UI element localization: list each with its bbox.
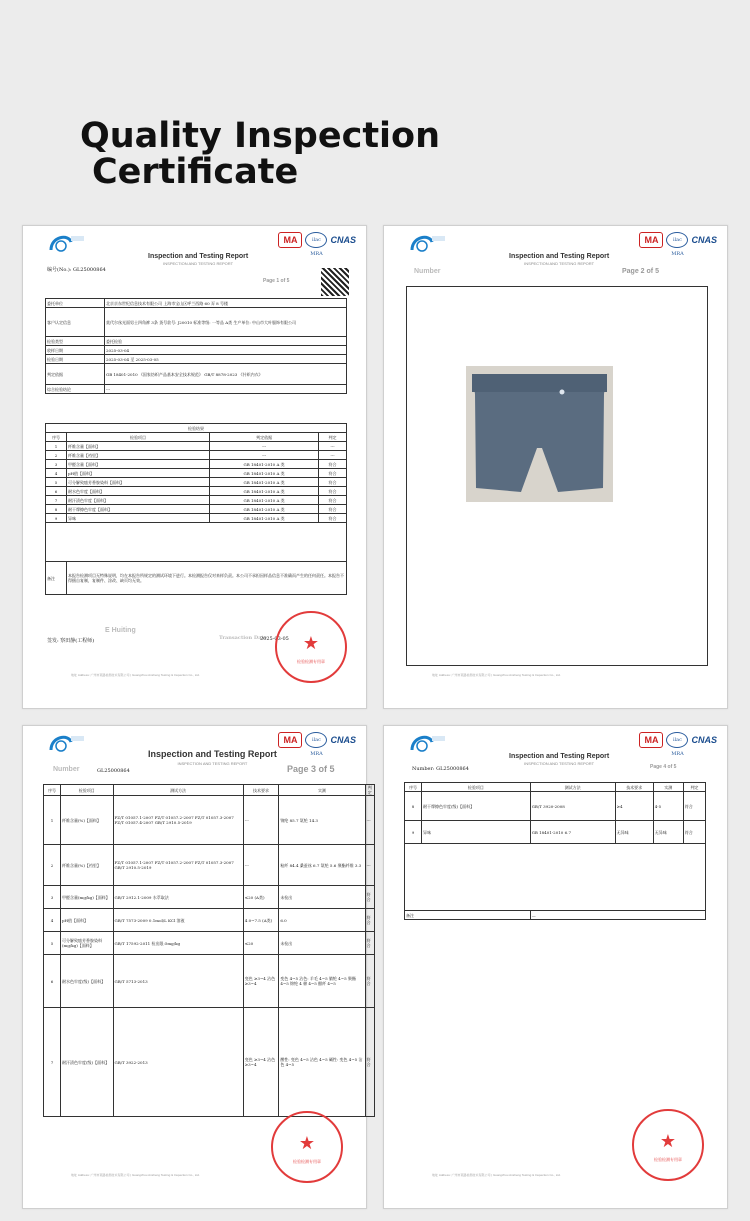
table-cell: 4-5 <box>653 792 683 821</box>
table-cell: FZ/T 01057.1-2007 FZ/T 01057.2-2007 FZ/T 01057.3-2007 FZ/T 01057.4-2007 GB/T 2910.5-2019 <box>113 796 243 845</box>
table-cell: 耐汗渍色牢度【面料】 <box>67 496 210 505</box>
table-cell: 变色 ≥3~4 沾色 ≥3~4 <box>243 955 279 1008</box>
accreditation-badges <box>639 732 717 757</box>
table-cell: 变色 ≥3~4 沾色 ≥3~4 <box>243 1008 279 1117</box>
table-cell: 9 <box>405 821 422 844</box>
table-row <box>46 505 347 514</box>
table-cell: 甲醛含量【面料】 <box>67 460 210 469</box>
ma-mark-icon: MA <box>278 232 302 248</box>
info-value: 2025-03-04 至 2025-03-05 <box>105 355 347 364</box>
table-cell: 酸性: 变色 4~5 沾色 4~5 碱性: 变色 4~5 沾色 4~5 <box>279 1008 365 1117</box>
table-row <box>44 932 375 955</box>
table-cell: 7 <box>44 1008 61 1117</box>
table-cell: GB 18401-2010 A 类 <box>210 514 319 523</box>
table-cell: 符合 <box>319 460 347 469</box>
table-cell: --- <box>243 845 279 886</box>
column-header: 判定依据 <box>210 433 319 442</box>
table-cell: GB/T 5713-2013 <box>113 955 243 1008</box>
transaction-date: 2025-03-05 <box>260 636 289 642</box>
report-header: Inspection and Testing Report INSPECTION AND TESTING REPORT <box>148 749 277 766</box>
column-header: 检验项目 <box>61 785 114 796</box>
table-cell: 耐水色牢度【面料】 <box>67 487 210 496</box>
page-number: Page 1 of 5 <box>263 278 290 284</box>
table-cell: 耐水色牢度(级)【面料】 <box>61 955 114 1008</box>
remark-text: 本报告检测项目无特殊说明，均在本报告所规定的测试环境下进行。本检测报告仅对来样负责。本公司不承担因样品信息不准确而产生的任何责任。本报告不得擅自复制，复制件、涂改、缺页均无效。 <box>67 562 347 595</box>
table-cell: 2 <box>44 845 61 886</box>
report-number-label: Number <box>53 766 80 773</box>
test-results-table <box>43 784 375 1117</box>
table-cell: --- <box>210 442 319 451</box>
report-number: Number: GL25000864 <box>412 766 469 772</box>
table-cell: 符合 <box>319 478 347 487</box>
table-row <box>46 460 347 469</box>
table-row <box>44 955 375 1008</box>
table-row <box>46 478 347 487</box>
info-row <box>46 364 347 385</box>
table-cell: 符合 <box>365 1008 374 1117</box>
transaction-date-label: Transaction Date <box>219 635 267 641</box>
info-value: 委托检验 <box>105 337 347 346</box>
page-number: Page 4 of 5 <box>650 764 677 770</box>
column-header: 测试方法 <box>113 785 243 796</box>
page-title <box>80 118 440 190</box>
table-cell: --- <box>365 796 374 845</box>
info-value: --- <box>105 385 347 394</box>
signer-signature: E Huiting <box>105 627 136 634</box>
table-row <box>46 451 347 460</box>
table-row <box>44 1008 375 1117</box>
table-cell: 可分解致癌芳香胺染料(mg/kg)【面料】 <box>61 932 114 955</box>
table-row <box>46 514 347 523</box>
table-cell: GB 18401-2010 6.7 <box>530 821 615 844</box>
table-row <box>46 469 347 478</box>
page-number: Page 3 of 5 <box>287 764 335 774</box>
column-header: 技术要求 <box>615 783 653 792</box>
table-cell: ≤20 (A类) <box>243 886 279 909</box>
table-row <box>405 792 706 821</box>
table-cell: GB 18401-2010 A 类 <box>210 487 319 496</box>
table-cell: 变色 4~5 沾色: 羊毛 4~5 腈纶 4~5 聚酯 4~5 锦纶 4 棉 4~5 醋纤 4~5 <box>279 955 365 1008</box>
report-header: Inspection and Testing Report INSPECTION AND TESTING REPORT <box>509 253 610 266</box>
table-cell: 纤维含量【裆里】 <box>67 451 210 460</box>
table-row <box>46 442 347 451</box>
table-cell: 粘纤 84.4 桑蚕丝 6.7 氨纶 5.6 聚酯纤维 3.3 <box>279 845 365 886</box>
table-row <box>44 796 375 845</box>
column-header: 判定 <box>683 783 705 792</box>
table-cell: 未检出 <box>279 932 365 955</box>
table-cell: 纤维含量(%)【面料】 <box>61 796 114 845</box>
table-cell: 符合 <box>683 821 705 844</box>
column-header: 判定 <box>365 785 374 796</box>
table-row <box>44 909 375 932</box>
ilac-icon: ilac MRA <box>305 232 327 248</box>
table-cell: 耐汗渍色牢度(级)【面料】 <box>61 1008 114 1117</box>
table-cell: ≥4 <box>615 792 653 821</box>
info-value: 2025-03-04 <box>105 346 347 355</box>
column-header: 检验项目 <box>422 783 531 792</box>
page-footer: 地址 Address: 广州市某路检测技术有限公司 | Guangzhou Ansheng Testing & Inspection Co., Ltd. <box>432 1173 561 1177</box>
blank-row <box>405 844 706 911</box>
ilac-icon: ilac MRA <box>305 732 327 748</box>
lab-logo-icon <box>47 232 85 254</box>
report-header: Inspection and Testing Report INSPECTION AND TESTING REPORT <box>509 753 610 766</box>
table-cell: 符合 <box>365 886 374 909</box>
info-key: 检验日期 <box>46 355 105 364</box>
table-cell: 纤维含量【面料】 <box>67 442 210 451</box>
table-cell: 无异味 <box>653 821 683 844</box>
table-cell: GB/T 3922-2013 <box>113 1008 243 1117</box>
table-cell: GB/T 17592-2011 检出限:5mg/kg <box>113 932 243 955</box>
info-row <box>46 355 347 364</box>
table-cell: 未检出 <box>279 886 365 909</box>
cnas-icon: CNAS <box>691 735 717 745</box>
info-row <box>46 337 347 346</box>
official-stamp-icon: ★ 检验检测专用章 <box>271 1111 343 1183</box>
certificate-page-1 <box>22 225 367 709</box>
column-header: 技术要求 <box>243 785 279 796</box>
info-key: 收样日期 <box>46 346 105 355</box>
table-cell: 异味 <box>67 514 210 523</box>
info-value: 莫代尔丝光面男士四角裤 3条 货号款号: J20010 标准等级: 一等品 A类 生产单位: 中山市大叶服饰有限公司 <box>105 308 347 337</box>
table-cell: 7 <box>46 496 67 505</box>
lab-logo-icon <box>408 732 446 754</box>
page-footer: 地址 Address: 广州市某路检测技术有限公司 | Guangzhou Ansheng Testing & Inspection Co., Ltd. <box>432 673 561 677</box>
cnas-icon: CNAS <box>330 235 356 245</box>
table-cell: 符合 <box>365 955 374 1008</box>
table-cell: --- <box>210 451 319 460</box>
table-cell: 8 <box>46 505 67 514</box>
info-row <box>46 385 347 394</box>
table-cell: 5 <box>46 478 67 487</box>
column-header: 序号 <box>46 433 67 442</box>
info-value: GB 18401-2010 《国家纺织产品基本安全技术规范》 GB/T 8878-2023 《针织内衣》 <box>105 364 347 385</box>
ma-mark-icon: MA <box>278 732 302 748</box>
table-cell: 6.0 <box>279 909 365 932</box>
page-footer: 地址 Address: 广州市某路检测技术有限公司 | Guangzhou Ansheng Testing & Inspection Co., Ltd. <box>71 673 200 677</box>
column-header: 检验项目 <box>67 433 210 442</box>
table-cell: GB 18401-2010 A 类 <box>210 505 319 514</box>
table-row <box>46 496 347 505</box>
table-cell: pH值【面料】 <box>61 909 114 932</box>
hero-banner <box>0 0 750 218</box>
certificate-page-4 <box>383 725 728 1209</box>
page-footer: 地址 Address: 广州市某路检测技术有限公司 | Guangzhou Ansheng Testing & Inspection Co., Ltd. <box>71 1173 200 1177</box>
ma-mark-icon: MA <box>639 732 663 748</box>
column-header: 测试方法 <box>530 783 615 792</box>
remark-label: 备注 <box>46 562 67 595</box>
info-value: 北京京东世纪信息技术有限公司 上海市宝山区呼兰西路 60 弄 8 号楼 <box>105 299 347 308</box>
client-info-table <box>45 298 347 394</box>
cnas-icon: CNAS <box>691 235 717 245</box>
report-header: Inspection and Testing Report INSPECTION AND TESTING REPORT <box>148 253 249 266</box>
table-cell: 符合 <box>319 487 347 496</box>
table-cell: 耐干摩擦色牢度【面料】 <box>67 505 210 514</box>
table-cell: 符合 <box>683 792 705 821</box>
column-header: 序号 <box>405 783 422 792</box>
table-cell: GB 18401-2010 A 类 <box>210 469 319 478</box>
table-row <box>46 487 347 496</box>
signer-label: 签发: 察田静(工程师) <box>47 638 95 644</box>
table-cell: --- <box>319 442 347 451</box>
accreditation-badges <box>639 232 717 257</box>
column-header: 实测 <box>653 783 683 792</box>
table-cell: GB/T 7573-2009 0.1mol/L KCl 溶液 <box>113 909 243 932</box>
report-number: GL25000864 <box>97 768 130 774</box>
table-cell: 纤维含量(%)【裆里】 <box>61 845 114 886</box>
table-cell: 可分解致癌芳香胺染料【面料】 <box>67 478 210 487</box>
info-key: 委托单位 <box>46 299 105 308</box>
table-cell: pH值【面料】 <box>67 469 210 478</box>
report-number: 编号(No.): GL25000864 <box>47 267 106 273</box>
certificate-page-2 <box>383 225 728 709</box>
ilac-icon: ilac MRA <box>666 732 688 748</box>
table-cell: 符合 <box>319 496 347 505</box>
lab-logo-icon <box>408 232 446 254</box>
column-header: 序号 <box>44 785 61 796</box>
info-row <box>46 299 347 308</box>
page-number: Page 2 of 5 <box>622 268 659 275</box>
sample-garment-photo <box>466 366 613 502</box>
table-cell: --- <box>365 845 374 886</box>
table-cell: 符合 <box>365 932 374 955</box>
table-cell: --- <box>319 451 347 460</box>
column-header: 实测 <box>279 785 365 796</box>
info-key: 检验类型 <box>46 337 105 346</box>
title-line-2: Certificate <box>92 152 299 192</box>
official-stamp-icon: ★ 检验检测专用章 <box>275 611 347 683</box>
table-cell: 4 <box>46 469 67 478</box>
table-cell: 6 <box>46 487 67 496</box>
table-cell: 无异味 <box>615 821 653 844</box>
table-cell: 锦纶 85.7 氨纶 14.3 <box>279 796 365 845</box>
table-cell: 符合 <box>319 469 347 478</box>
table-cell: GB 18401-2010 A 类 <box>210 478 319 487</box>
table-cell: 4 <box>44 909 61 932</box>
qr-code-icon <box>321 268 349 296</box>
results-summary-table <box>45 423 347 595</box>
table-cell: GB/T 2912.1-2009 水萃取法 <box>113 886 243 909</box>
report-number-label: Number <box>414 268 441 275</box>
table-cell: 3 <box>44 886 61 909</box>
table-cell: 符合 <box>319 505 347 514</box>
table-cell: GB 18401-2010 A 类 <box>210 460 319 469</box>
accreditation-badges <box>278 732 356 757</box>
cnas-icon: CNAS <box>330 735 356 745</box>
table-cell: GB/T 3920-2008 <box>530 792 615 821</box>
table-cell: ≤20 <box>243 932 279 955</box>
official-stamp-icon: ★ 检验检测专用章 <box>632 1109 704 1181</box>
remark-text: — <box>530 911 705 920</box>
table-cell: 耐干摩擦色牢度(级)【面料】 <box>422 792 531 821</box>
table-cell: FZ/T 01057.1-2007 FZ/T 01057.2-2007 FZ/T 01057.3-2007 GB/T 2910.5-2019 <box>113 845 243 886</box>
table-cell: 5 <box>44 932 61 955</box>
table-cell: 2 <box>46 451 67 460</box>
table-cell: 1 <box>44 796 61 845</box>
table-cell: 符合 <box>365 909 374 932</box>
certificate-page-3 <box>22 725 372 1209</box>
table-cell: 3 <box>46 460 67 469</box>
table-cell: --- <box>243 796 279 845</box>
table-cell: 异味 <box>422 821 531 844</box>
results-title: 检验结果 <box>46 424 347 433</box>
ilac-icon: ilac MRA <box>666 232 688 248</box>
table-row <box>44 886 375 909</box>
column-header: 判定 <box>319 433 347 442</box>
remark-label: 备注 <box>405 911 531 920</box>
info-row <box>46 346 347 355</box>
table-cell: 1 <box>46 442 67 451</box>
title-line-1: Quality Inspection <box>80 116 441 156</box>
table-cell: 符合 <box>319 514 347 523</box>
info-row <box>46 308 347 337</box>
table-cell: 8 <box>405 792 422 821</box>
info-key: 判定依据 <box>46 364 105 385</box>
accreditation-badges <box>278 232 356 257</box>
table-cell: 4.0~7.5 (A类) <box>243 909 279 932</box>
table-cell: 甲醛含量(mg/kg)【面料】 <box>61 886 114 909</box>
info-key: 综合检验结论 <box>46 385 105 394</box>
blank-row <box>46 523 347 562</box>
table-row <box>405 821 706 844</box>
table-row <box>44 845 375 886</box>
ma-mark-icon: MA <box>639 232 663 248</box>
table-cell: GB 18401-2010 A 类 <box>210 496 319 505</box>
table-cell: 9 <box>46 514 67 523</box>
info-key: 客户认定信息 <box>46 308 105 337</box>
lab-logo-icon <box>47 732 85 754</box>
table-cell: 6 <box>44 955 61 1008</box>
test-results-table <box>404 782 706 920</box>
